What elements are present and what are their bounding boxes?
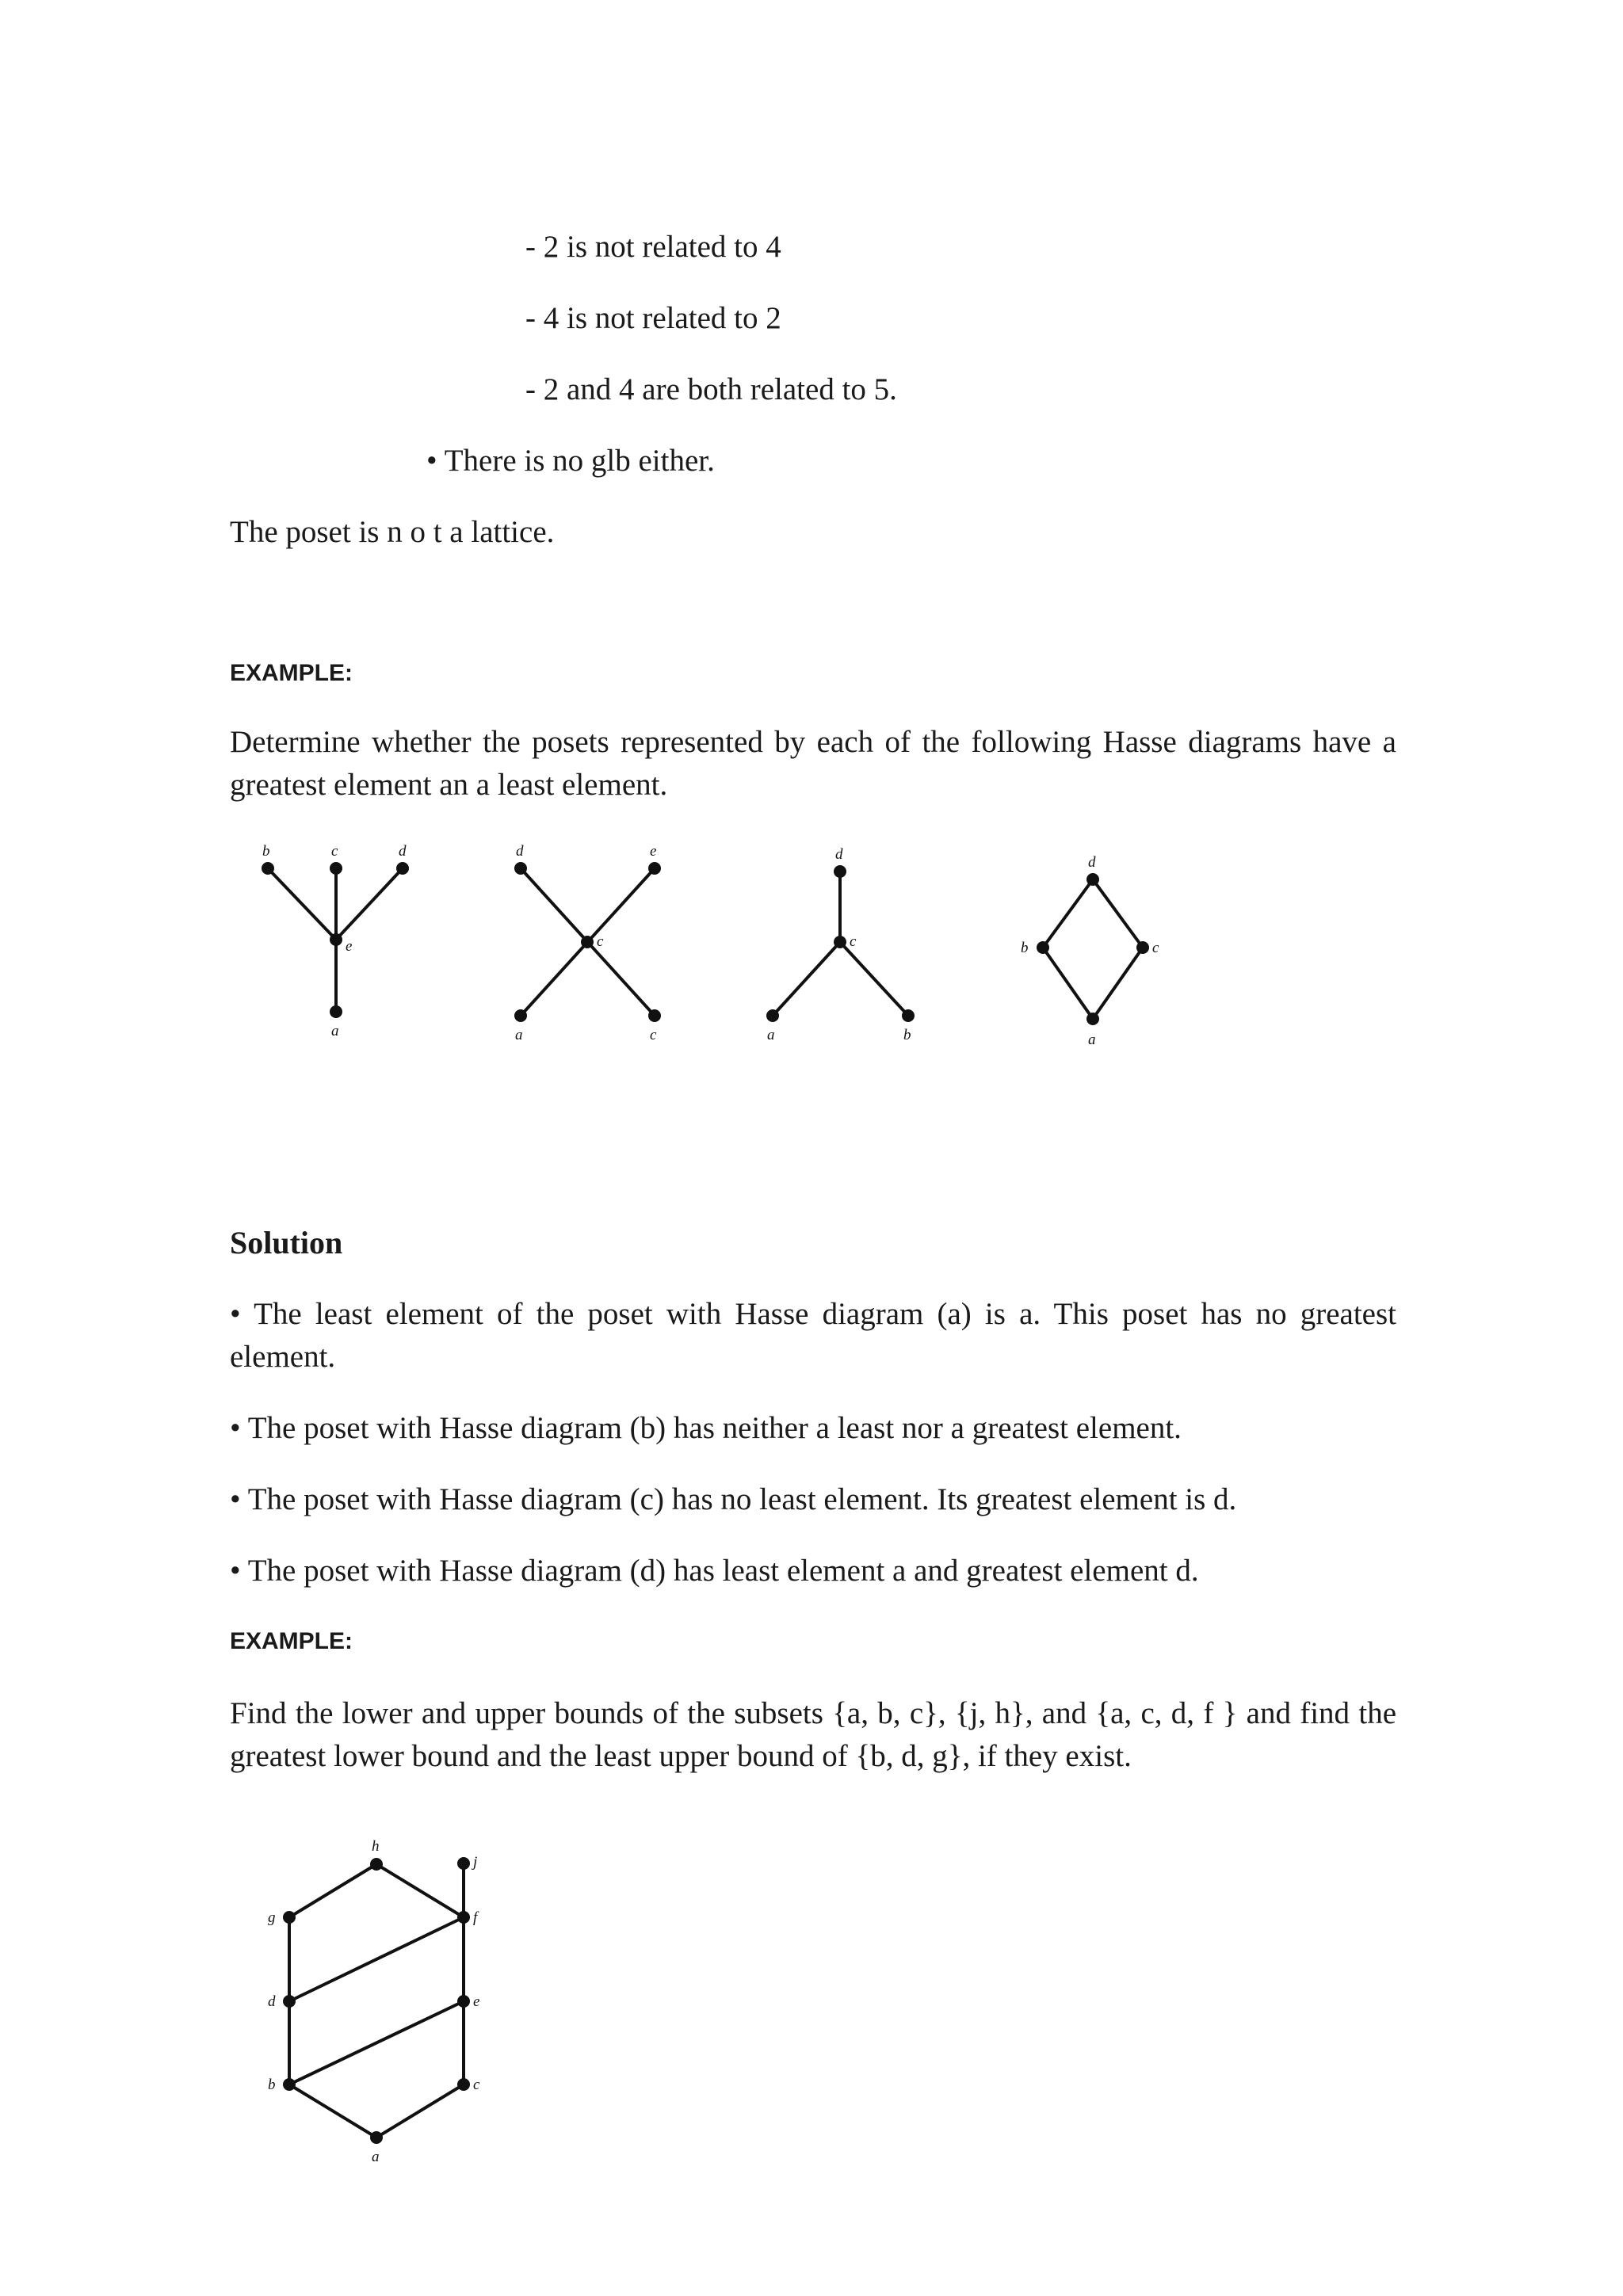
node-a [766,1009,779,1022]
node-j [457,1857,470,1870]
list-item-both-related-5: - 2 and 4 are both related to 5. [525,372,897,406]
node-f [457,1911,470,1924]
label-h: h [372,1838,380,1855]
example-2-prompt: Find the lower and upper bounds of the subsets {a, b, c}, {j, h}, and {a, c, d, f } and find the greatest lower bound and the least upper bound of {b, d, g}, if they exist. [230,1696,1396,1773]
list-item-4-not-related-2: - 4 is not related to 2 [525,301,781,335]
node-b [262,862,274,875]
node-a [330,1005,342,1018]
label-d: d [1088,854,1096,871]
node-a [514,1009,527,1022]
label-a: a [331,1023,339,1039]
label-c: c [850,933,857,950]
label-b: b [903,1027,911,1043]
example-1-prompt: Determine whether the posets represented by each of the following Hasse diagrams have a greatest element an a least element. [230,725,1396,802]
label-b: b [268,2077,276,2093]
label-a: a [767,1027,775,1043]
node-d [514,862,527,875]
label-c: c [650,1027,657,1043]
node-d [396,862,409,875]
label-c-center: c [597,933,604,950]
label-d: d [268,1993,276,2010]
label-g: g [268,1909,276,1926]
node-c [457,2078,470,2091]
node-c [834,936,846,948]
node-d [283,1995,296,2008]
label-a: a [372,2149,380,2165]
solution-item-a: • The least element of the poset with Hasse diagram (a) is a. This poset has no greatest element. [230,1297,1396,1374]
conclusion-not-lattice: The poset is n o t a lattice. [230,515,555,549]
label-c: c [331,843,338,860]
node-h [370,1858,383,1871]
label-d: d [516,843,524,860]
node-b [1037,941,1049,954]
label-d: d [399,843,407,860]
node-e [457,1995,470,2008]
bullet-no-glb: • There is no glb either. [426,444,715,478]
label-e: e [650,843,657,860]
label-a: a [515,1027,523,1043]
hasse-diagram-b [514,843,661,1043]
lattice-diagram [0,1822,1623,2171]
hasse-diagram-d [1021,854,1159,1048]
hasse-diagram-a [262,843,409,1039]
solution-item-b: • The poset with Hasse diagram (b) has neither a least nor a greatest element. [230,1411,1182,1445]
example-heading-1: EXAMPLE: [230,660,353,686]
node-c [1136,941,1149,954]
node-d [834,865,846,878]
hasse-diagram-c [766,846,915,1043]
example-heading-2: EXAMPLE: [230,1628,353,1654]
node-c-center [581,936,594,948]
label-b: b [262,843,270,860]
label-f: f [473,1909,478,1926]
node-c [330,862,342,875]
node-e [330,933,342,946]
solution-item-c: • The poset with Hasse diagram (c) has no least element. Its greatest element is d. [230,1482,1237,1516]
node-e [648,862,661,875]
node-c [648,1009,661,1022]
label-e: e [473,1993,480,2010]
label-c: c [1152,940,1159,956]
label-a: a [1088,1032,1096,1048]
node-b [902,1009,915,1022]
label-c: c [473,2077,480,2093]
solution-item-d: • The poset with Hasse diagram (d) has least element a and greatest element d. [230,1554,1199,1588]
label-d: d [835,846,843,863]
hasse-diagrams [0,824,1623,1062]
node-a [370,2131,383,2144]
node-a [1086,1013,1099,1025]
node-g [283,1911,296,1924]
solution-heading: Solution [230,1225,343,1261]
label-b: b [1021,940,1029,956]
node-b [283,2078,296,2091]
label-j: j [473,1854,478,1871]
list-item-2-not-related-4: - 2 is not related to 4 [525,230,781,264]
node-d [1086,873,1099,886]
label-e: e [346,938,353,955]
